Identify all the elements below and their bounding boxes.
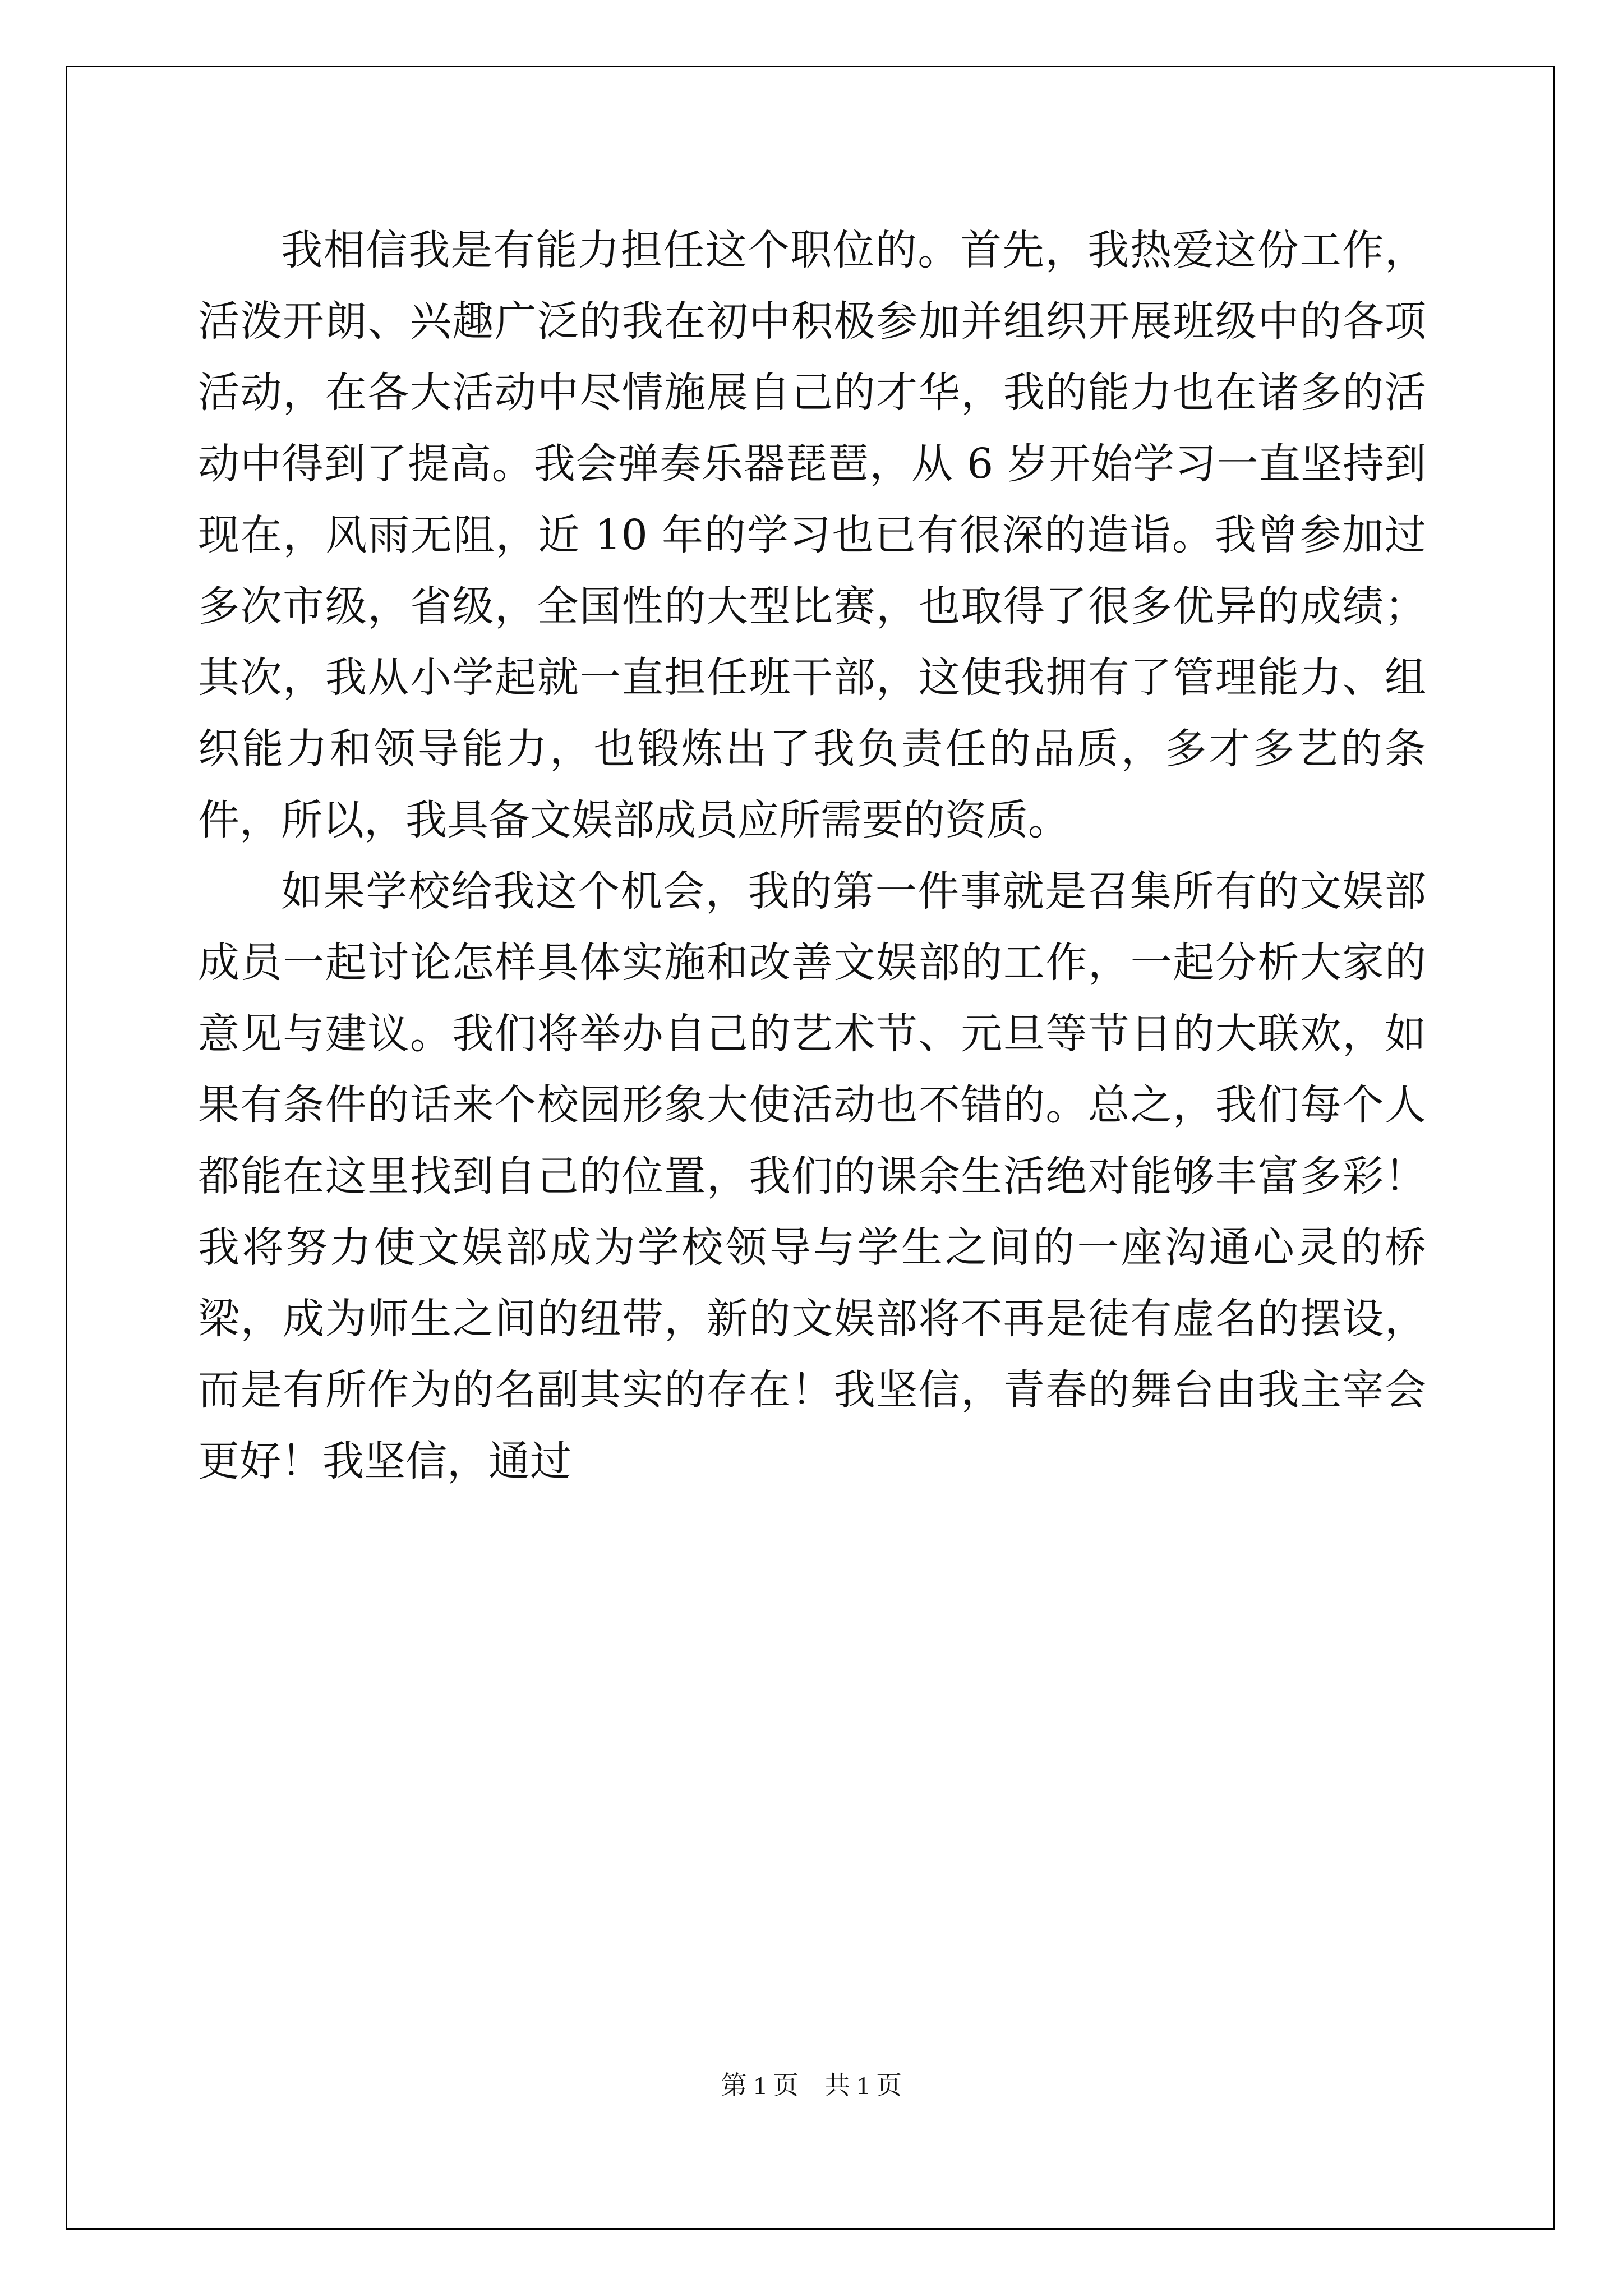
paragraph-2 (198, 856, 1426, 1497)
paragraph-2-text: 如果学校给我这个机会，我的第一件事就是召集所有的文娱部成员一起讨论怎样具体实施和改善文娱部的工作，一起分析大家的意见与建议。我们将举办自己的艺术节、元旦等节日的大联欢，如果有条件的话来个校园形象大使活动也不错的。总之，我们每个人都能在这里找到自己的位置，我们的课余生活绝对能够丰富多彩！我将努力使文娱部成为学校领导与学生之间的一座沟通心灵的桥梁，成为师生之间的纽带，新的文娱部将不再是徒有虚名的摆设，而是有所作为的名副其实的存在！我坚信，青春的舞台由我主宰会更好！我坚信，通过 (198, 867, 1426, 1485)
document-body (198, 215, 1426, 1497)
page-number-footer: 第 1 页 共 1 页 (721, 2071, 902, 2100)
paragraph-1-text: 我相信我是有能力担任这个职位的。首先，我热爱这份工作，活泼开朗、兴趣广泛的我在初中积极参加并组织开展班级中的各项活动，在各大活动中尽情施展自己的才华，我的能力也在诸多的活动中得到了提高。我会弹奏乐器琵琶，从 6 岁开始学习一直坚持到现在，风雨无阻，近 10 年的学习也已有很深的造诣。我曾参加过多次市级，省级，全国性的大型比赛，也取得了很多优异的成绩；其次，我从小学起就一直担任班干部，这使我拥有了管理能力、组织能力和领导能力，也锻炼出了我负责任的品质，多才多艺的条件，所以，我具备文娱部成员应所需要的资质。 (198, 226, 1426, 844)
paragraph-1 (198, 215, 1426, 856)
